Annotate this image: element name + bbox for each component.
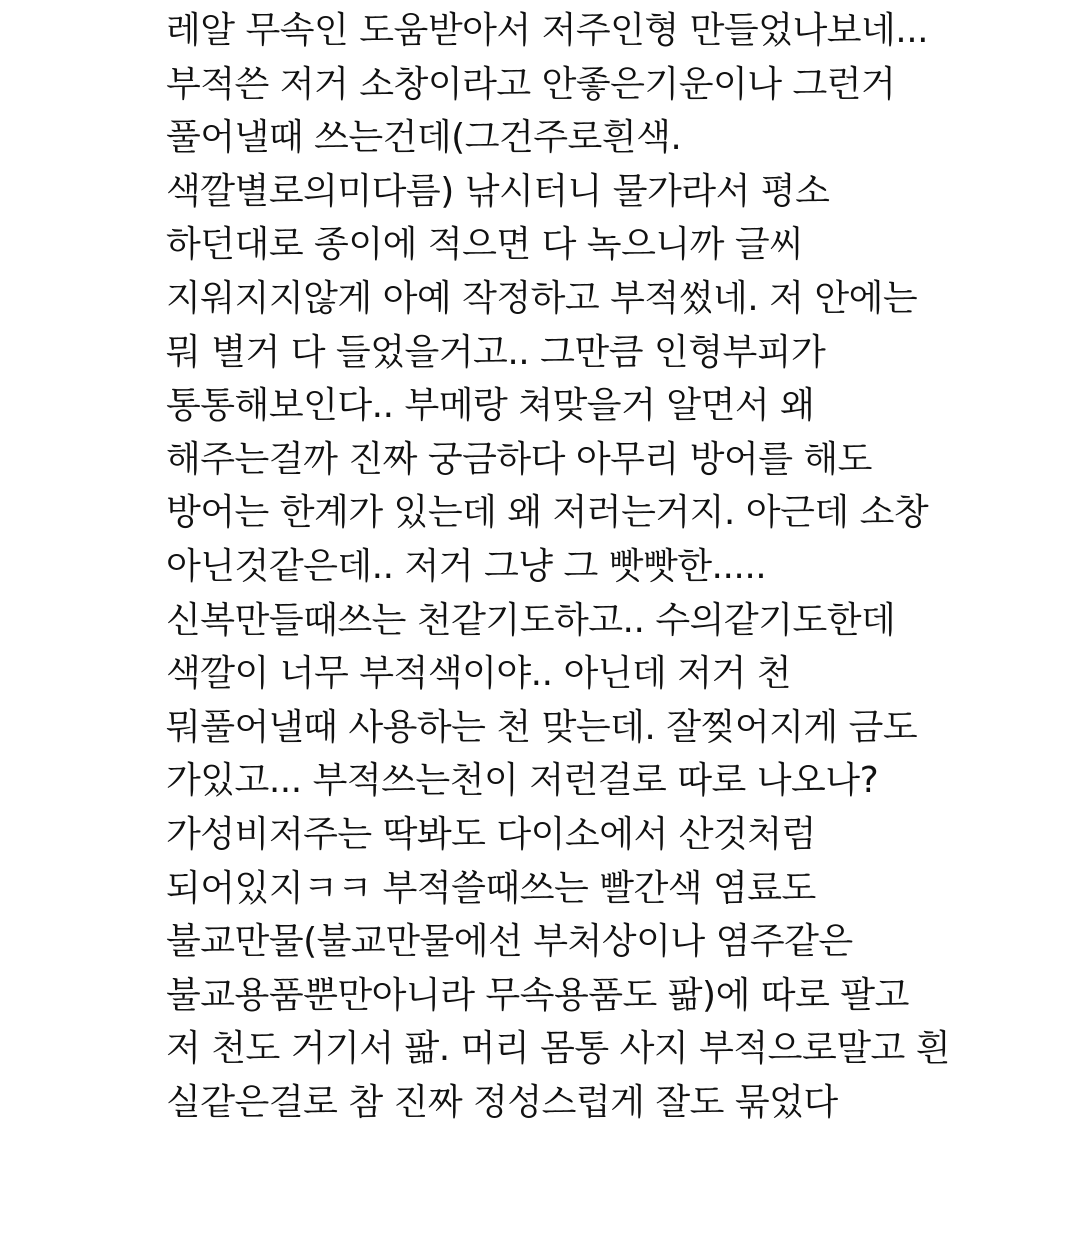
text-line: 가성비저주는 딱봐도 다이소에서 산것처럼 [166, 813, 816, 855]
comment-text-block [166, 4, 1066, 1129]
text-line: 방어는 한계가 있는데 왜 저러는거지. 아근데 소창 [166, 492, 929, 534]
text-line: 통통해보인다.. 부메랑 쳐맞을거 알면서 왜 [166, 385, 815, 427]
text-line: 풀어낼때 쓰는건데(그건주로흰색. [166, 117, 682, 159]
text-line: 불교만물(불교만물에선 부처상이나 염주같은 [166, 921, 853, 963]
text-line: 저 천도 거기서 팖. 머리 몸통 사지 부적으로말고 흰 [166, 1028, 951, 1070]
text-line: 뭐 별거 다 들었을거고.. 그만큼 인형부피가 [166, 331, 826, 373]
text-line: 가있고... 부적쓰는천이 저런걸로 따로 나오나? [166, 760, 879, 802]
text-line: 신복만들때쓰는 천같기도하고.. 수의같기도한데 [166, 599, 896, 641]
text-line: 레알 무속인 도움받아서 저주인형 만들었나보네... [166, 10, 929, 51]
text-line: 뭐풀어낼때 사용하는 천 맞는데. 잘찢어지게 금도 [166, 706, 918, 748]
text-line: 해주는걸까 진짜 궁금하다 아무리 방어를 해도 [166, 438, 872, 480]
text-line: 하던대로 종이에 적으면 다 녹으니까 글씨 [166, 224, 804, 266]
text-line: 색깔별로의미다름) 낚시터니 물가라서 평소 [166, 170, 830, 212]
text-line: 불교용품뿐만아니라 무속용품도 팖)에 따로 팔고 [166, 974, 909, 1016]
text-line: 실같은걸로 참 진짜 정성스럽게 잘도 묶었다 [166, 1081, 838, 1123]
text-line: 부적쓴 저거 소창이라고 안좋은기운이나 그런거 [166, 63, 896, 105]
text-line: 지워지지않게 아예 작정하고 부적썼네. 저 안에는 [166, 277, 918, 319]
text-line: 되어있지ㅋㅋ 부적쓸때쓰는 빨간색 염료도 [166, 867, 816, 909]
text-line: 색깔이 너무 부적색이야.. 아닌데 저거 천 [166, 653, 792, 695]
text-line: 아닌것같은데.. 저거 그냥 그 빳빳한..... [166, 545, 767, 587]
